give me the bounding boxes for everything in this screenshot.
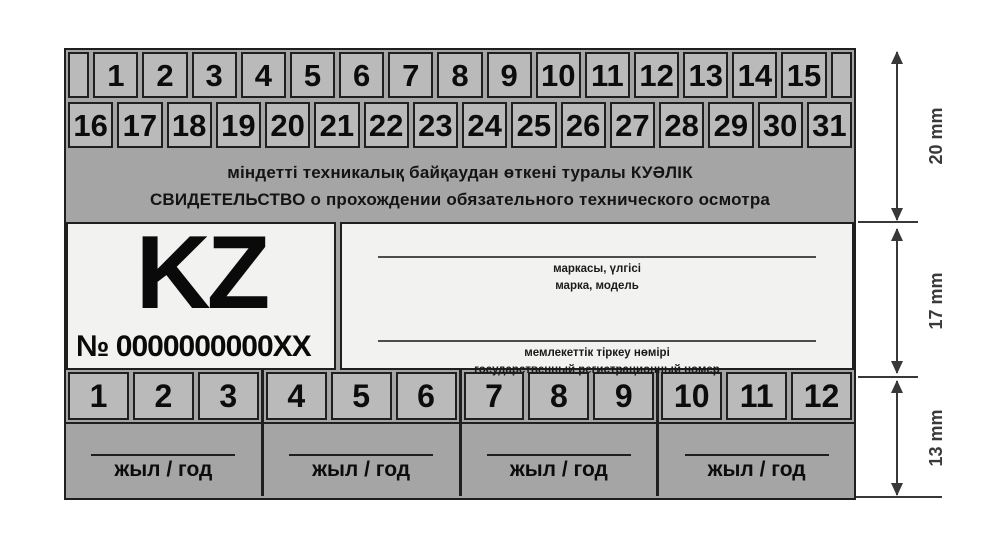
day-cell: 13 — [683, 52, 728, 98]
month-cell: 12 — [791, 372, 852, 420]
day-cell: 15 — [781, 52, 826, 98]
day-cell: 6 — [339, 52, 384, 98]
dimension-arrow-bottom — [896, 381, 898, 495]
month-cell: 2 — [133, 372, 194, 420]
year-blank-line — [91, 454, 235, 456]
dimension-arrow-middle — [896, 229, 898, 373]
day-cell: 31 — [807, 102, 852, 148]
year-blank-line — [289, 454, 433, 456]
inspection-sticker — [64, 48, 856, 500]
reg-number-label-kk: мемлекеттік тіркеу нөмірі — [524, 347, 670, 359]
year-label: жыл / год — [114, 458, 213, 481]
reg-number-labels — [342, 345, 852, 378]
vehicle-fields-panel — [340, 222, 854, 376]
days-row-1-15 — [66, 50, 854, 100]
blank-cell — [831, 52, 852, 98]
day-cell: 4 — [241, 52, 286, 98]
day-cell: 1 — [93, 52, 138, 98]
day-cell: 19 — [216, 102, 261, 148]
month-cell: 1 — [68, 372, 129, 420]
day-cell: 24 — [462, 102, 507, 148]
dimension-label-17mm: 17 mm — [926, 272, 946, 330]
year-blank-line — [685, 454, 829, 456]
year-blank-line — [487, 454, 631, 456]
day-cell: 9 — [487, 52, 532, 98]
month-cell: 9 — [593, 372, 654, 420]
make-model-blank-line — [378, 256, 817, 258]
day-cell: 14 — [732, 52, 777, 98]
year-cell — [462, 422, 657, 496]
month-quarter-group — [459, 370, 657, 496]
month-cell: 4 — [266, 372, 327, 420]
dimension-tick-line — [858, 376, 918, 378]
serial-number: № 0000000000XX — [76, 330, 311, 363]
country-code: KZ — [135, 215, 267, 331]
year-cell — [659, 422, 854, 496]
day-cell: 29 — [708, 102, 753, 148]
title-line-russian: СВИДЕТЕЛЬСТВО о прохождении обязательного технического осмотра — [149, 190, 771, 210]
make-model-labels — [342, 261, 852, 294]
year-cell — [66, 422, 261, 496]
year-label: жыл / год — [509, 458, 608, 481]
months-band — [66, 370, 854, 496]
dimension-tick-line — [858, 221, 918, 223]
month-cell: 7 — [464, 372, 525, 420]
month-cell: 8 — [528, 372, 589, 420]
blank-cell — [68, 52, 89, 98]
day-cell: 21 — [314, 102, 359, 148]
month-quarter-group — [261, 370, 459, 496]
month-cell: 11 — [726, 372, 787, 420]
day-cell: 22 — [364, 102, 409, 148]
title-line-kazakh: міндетті техникалық байқаудан өткені туралы КУӘЛІК — [227, 163, 693, 182]
month-quarter-group — [656, 370, 854, 496]
month-quarter-group — [66, 370, 261, 496]
month-cell: 10 — [661, 372, 722, 420]
month-cell: 6 — [396, 372, 457, 420]
country-id-panel — [66, 215, 336, 370]
dimension-label-20mm: 20 mm — [926, 107, 946, 165]
dimension-tick-line — [856, 496, 942, 498]
year-label: жыл / год — [707, 458, 806, 481]
day-cell: 25 — [511, 102, 556, 148]
make-model-label-ru: марка, модель — [555, 279, 639, 292]
day-cell: 17 — [117, 102, 162, 148]
day-cell: 26 — [561, 102, 606, 148]
day-cell: 5 — [290, 52, 335, 98]
reg-number-label-ru: государственный регистрационный номер — [474, 363, 720, 376]
day-cell: 3 — [192, 52, 237, 98]
title-band — [66, 150, 854, 222]
day-cell: 8 — [437, 52, 482, 98]
make-model-label-kk: маркасы, үлгісі — [553, 263, 641, 275]
day-cell: 20 — [265, 102, 310, 148]
day-cell: 12 — [634, 52, 679, 98]
month-cells — [66, 370, 261, 422]
day-cell: 11 — [585, 52, 630, 98]
year-cell — [264, 422, 459, 496]
day-cell: 10 — [536, 52, 581, 98]
dimension-label-13mm: 13 mm — [926, 409, 946, 467]
day-cell: 2 — [142, 52, 187, 98]
dimension-arrow-top — [896, 52, 898, 220]
reg-number-blank-line — [378, 340, 817, 342]
month-cell: 5 — [331, 372, 392, 420]
day-cell: 23 — [413, 102, 458, 148]
day-cell: 7 — [388, 52, 433, 98]
year-label: жыл / год — [312, 458, 411, 481]
day-cell: 30 — [758, 102, 803, 148]
day-cell: 18 — [167, 102, 212, 148]
day-cell: 28 — [659, 102, 704, 148]
white-band — [66, 215, 854, 376]
days-row-16-31 — [66, 100, 854, 150]
month-cell: 3 — [198, 372, 259, 420]
day-cell: 27 — [610, 102, 655, 148]
day-cell: 16 — [68, 102, 113, 148]
